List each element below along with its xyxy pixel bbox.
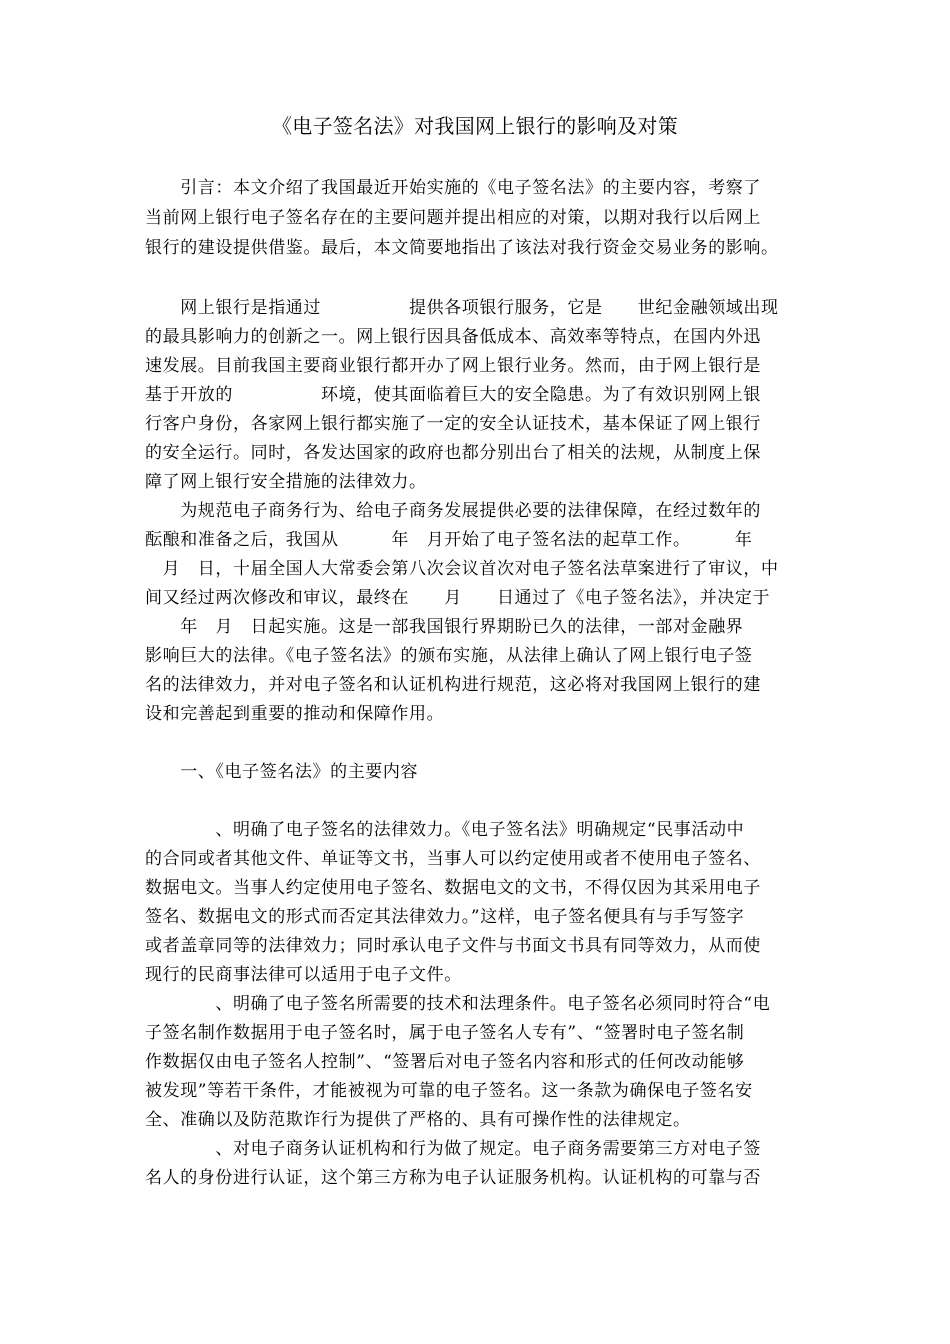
text-line: 或者盖章同等的法律效力；同时承认电子文件与书面文书具有同等效力，从而使: [145, 936, 761, 956]
text-line: 基于开放的 环境，使其面临着巨大的安全隐患。为了有效识别网上银: [145, 385, 761, 405]
text-line: 月 日，十届全国人大常委会第八次会议首次对电子签名法草案进行了审议，中: [145, 559, 779, 579]
text-line: 引言：本文介绍了我国最近开始实施的《电子签名法》的主要内容，考察了: [145, 178, 761, 198]
text-line: 的安全运行。同时，各发达国家的政府也都分别出台了相关的法规，从制度上保: [145, 443, 761, 463]
text-line: 名人的身份进行认证，这个第三方称为电子认证服务机构。认证机构的可靠与否: [145, 1168, 761, 1188]
text-line: 设和完善起到重要的推动和保障作用。: [145, 704, 445, 724]
text-line: 的合同或者其他文件、单证等文书，当事人可以约定使用或者不使用电子签名、: [145, 849, 761, 869]
text-line: 作数据仅由电子签名人控制”、“签署后对电子签名内容和形式的任何改动能够: [145, 1052, 745, 1072]
text-line: 的最具影响力的创新之一。网上银行因具备低成本、高效率等特点，在国内外迅: [145, 327, 761, 347]
text-line: 银行的建设提供借鉴。最后，本文简要地指出了该法对我行资金交易业务的影响。: [145, 238, 779, 258]
text-line: 影响巨大的法律。《电子签名法》的颁布实施，从法律上确认了网上银行电子签: [145, 646, 753, 666]
text-line: 酝酿和准备之后，我国从 年 月开始了电子签名法的起草工作。 年: [145, 530, 753, 550]
text-line: 当前网上银行电子签名存在的主要问题并提出相应的对策，以期对我行以后网上: [145, 208, 761, 228]
text-line: 签名、数据电文的形式而否定其法律效力。”这样，电子签名便具有与手写签字: [145, 907, 745, 927]
text-line: 子签名制作数据用于电子签名时，属于电子签名人专有”、“签署时电子签名制: [145, 1023, 745, 1043]
text-line: 行客户身份，各家网上银行都实施了一定的安全认证技术，基本保证了网上银行: [145, 414, 761, 434]
text-line: 、明确了电子签名的法律效力。《电子签名法》明确规定“民事活动中: [145, 820, 745, 840]
text-line: 年 月 日起实施。这是一部我国银行界期盼已久的法律，一部对金融界: [145, 617, 744, 637]
document-title: 《电子签名法》对我国网上银行的影响及对策: [272, 114, 678, 138]
text-line: 、明确了电子签名所需要的技术和法理条件。电子签名必须同时符合“电: [145, 994, 771, 1014]
text-line: 名的法律效力，并对电子签名和认证机构进行规范，这必将对我国网上银行的建: [145, 675, 761, 695]
text-line: 全、准确以及防范欺诈行为提供了严格的、具有可操作性的法律规定。: [145, 1110, 691, 1130]
text-line: 速发展。目前我国主要商业银行都开办了网上银行业务。然而，由于网上银行是: [145, 356, 761, 376]
text-line: 被发现”等若干条件，才能被视为可靠的电子签名。这一条款为确保电子签名安: [145, 1081, 753, 1101]
text-line: 网上银行是指通过 提供各项银行服务，它是 世纪金融领域出现: [145, 298, 779, 318]
text-line: 障了网上银行安全措施的法律效力。: [145, 472, 427, 492]
section-heading: 一、《电子签名法》的主要内容: [145, 762, 419, 782]
text-line: 间又经过两次修改和审议，最终在 月 日通过了《电子签名法》，并决定于: [145, 588, 771, 608]
text-line: 数据电文。当事人约定使用电子签名、数据电文的文书，不得仅因为其采用电子: [145, 878, 761, 898]
text-line: 现行的民商事法律可以适用于电子文件。: [145, 965, 462, 985]
text-line: 为规范电子商务行为、给电子商务发展提供必要的法律保障，在经过数年的: [145, 501, 761, 521]
text-line: 、对电子商务认证机构和行为做了规定。电子商务需要第三方对电子签: [145, 1139, 761, 1159]
